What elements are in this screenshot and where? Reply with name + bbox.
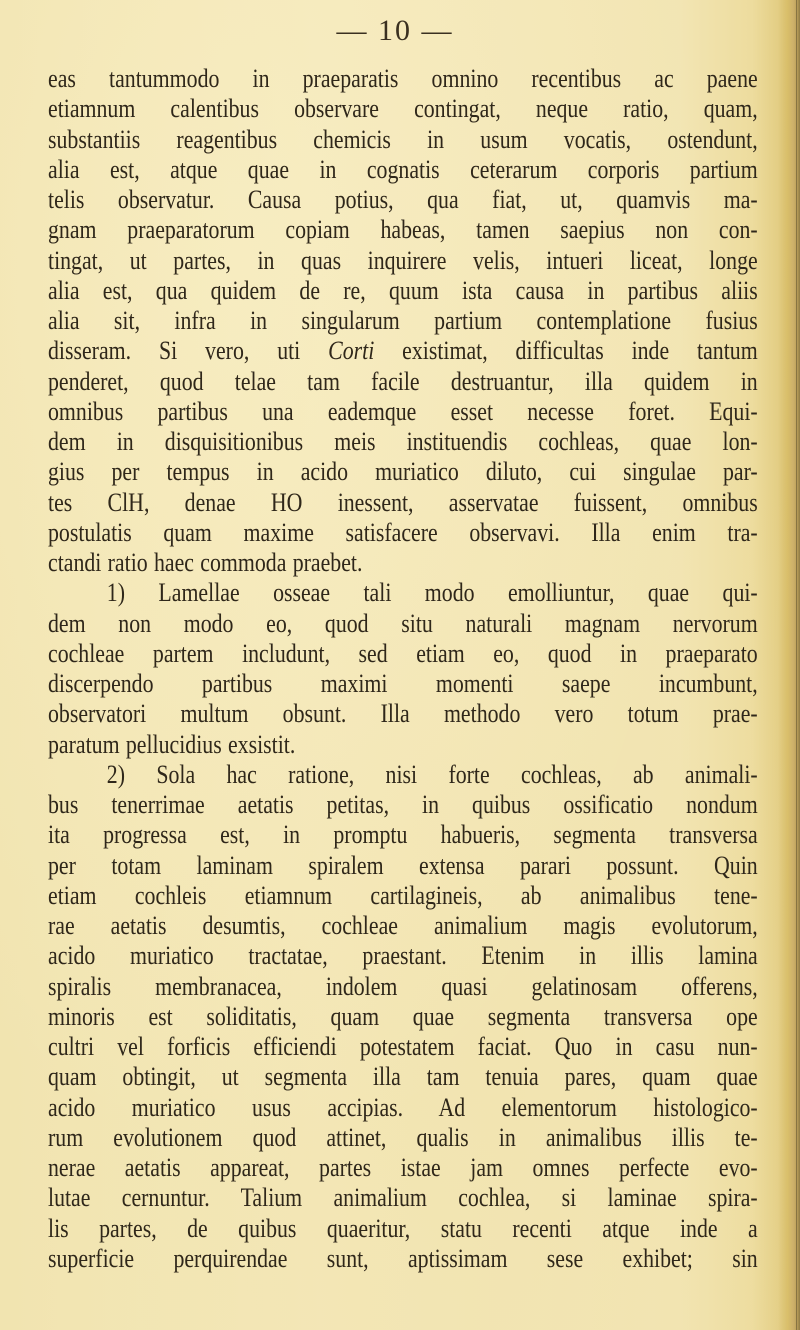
text-line: gnam praeparatorum copiam habeas, tamen saepius non con- xyxy=(48,215,758,245)
text-line: gius per tempus in acido muriatico diluto, cui singulae par- xyxy=(48,457,758,487)
numbered-point-2: 2) Sola hac ratione, nisi forte cochleas, ab animali- xyxy=(106,759,758,789)
paragraph-end-line: paratum pellucidius exsistit. xyxy=(48,729,296,759)
author-name-corti: Corti xyxy=(328,336,375,366)
text-line: superficie perquirendae sunt, aptissimam sese exhibet; sin xyxy=(48,1243,758,1273)
text-line: discerpendo partibus maximi momenti saepe incumbunt, xyxy=(48,669,758,698)
text-line: telis observatur. Causa potius, qua fiat, ut, quamvis ma- xyxy=(48,185,758,214)
text-line: spiralis membranacea, indolem quasi gelatinosam offerens, xyxy=(48,971,758,1001)
text-line: substantiis reagentibus chemicis in usum vocatis, ostendunt, xyxy=(48,124,758,154)
text-line: nerae aetatis appareat, partes istae jam omnes perfecte evo- xyxy=(48,1153,758,1182)
text-line: rae aetatis desumtis, cochleae animalium magis evolutorum, xyxy=(48,911,758,940)
text-line: etiamnum calentibus observare contingat, neque ratio, quam, xyxy=(48,94,758,124)
text-line: dem in disquisitionibus meis instituendis cochleas, quae lon- xyxy=(48,427,758,456)
text-segment: existimat, difficultas inde tantum xyxy=(374,336,758,366)
text-line: bus tenerrimae aetatis petitas, in quibus ossificatio nondum xyxy=(48,790,758,819)
text-line: acido muriatico usus accipias. Ad elementorum histologico- xyxy=(48,1092,758,1122)
text-line: quam obtingit, ut segmenta illa tam tenuia pares, quam quae xyxy=(48,1062,758,1092)
text-line: alia sit, infra in singularum partium contemplatione fusius xyxy=(48,306,758,335)
text-line: lis partes, de quibus quaeritur, statu recenti atque inde a xyxy=(48,1213,758,1243)
page-edge-line xyxy=(796,0,797,1330)
text-line: rum evolutionem quod attinet, qualis in animalibus illis te- xyxy=(48,1122,758,1152)
paragraph-end-line: ctandi ratio haec commoda praebet. xyxy=(48,548,363,577)
text-line: lutae cernuntur. Talium animalium cochlea, si laminae spira- xyxy=(48,1183,758,1213)
text-line: ita progressa est, in promptu habueris, segmenta transversa xyxy=(48,820,758,850)
numbered-point-1: 1) Lamellae osseae tali modo emolliuntur, quae qui- xyxy=(106,578,758,608)
text-line: minoris est soliditatis, quam quae segmenta transversa ope xyxy=(48,1001,758,1031)
text-segment: disseram. Si vero, uti xyxy=(48,336,329,366)
text-line: etiam cochleis etiamnum cartilagineis, ab animalibus tene- xyxy=(48,880,758,910)
text-line: dem non modo eo, quod situ naturali magnam nervorum xyxy=(48,608,758,638)
text-line-with-author xyxy=(48,336,758,366)
text-line: cultri vel forficis efficiendi potestatem faciat. Quo in casu nun- xyxy=(48,1032,758,1061)
text-line: tes ClH, denae HO inessent, asservatae fuissent, omnibus xyxy=(48,487,758,517)
text-line: observatori multum obsunt. Illa methodo vero totum prae- xyxy=(48,699,758,729)
page-number: — 10 — xyxy=(336,14,454,47)
text-line: tingat, ut partes, in quas inquirere velis, intueri liceat, longe xyxy=(48,245,758,275)
text-line: cochleae partem includunt, sed etiam eo, quod in praeparato xyxy=(48,638,758,668)
text-line: postulatis quam maxime satisfacere observavi. Illa enim tra- xyxy=(48,517,758,547)
body-text xyxy=(48,64,758,1274)
text-line: omnibus partibus una eademque esset necesse foret. Equi- xyxy=(48,396,758,426)
text-line: acido muriatico tractatae, praestant. Etenim in illis lamina xyxy=(48,941,758,971)
text-line: alia est, atque quae in cognatis ceterarum corporis partium xyxy=(48,154,758,184)
text-line: eas tantummodo in praeparatis omnino recentibus ac paene xyxy=(48,64,758,93)
text-line: alia est, qua quidem de re, quum ista causa in partibus aliis xyxy=(48,275,758,305)
text-line: penderet, quod telae tam facile destruantur, illa quidem in xyxy=(48,366,758,396)
text-line: per totam laminam spiralem extensa parari possunt. Quin xyxy=(48,850,758,880)
